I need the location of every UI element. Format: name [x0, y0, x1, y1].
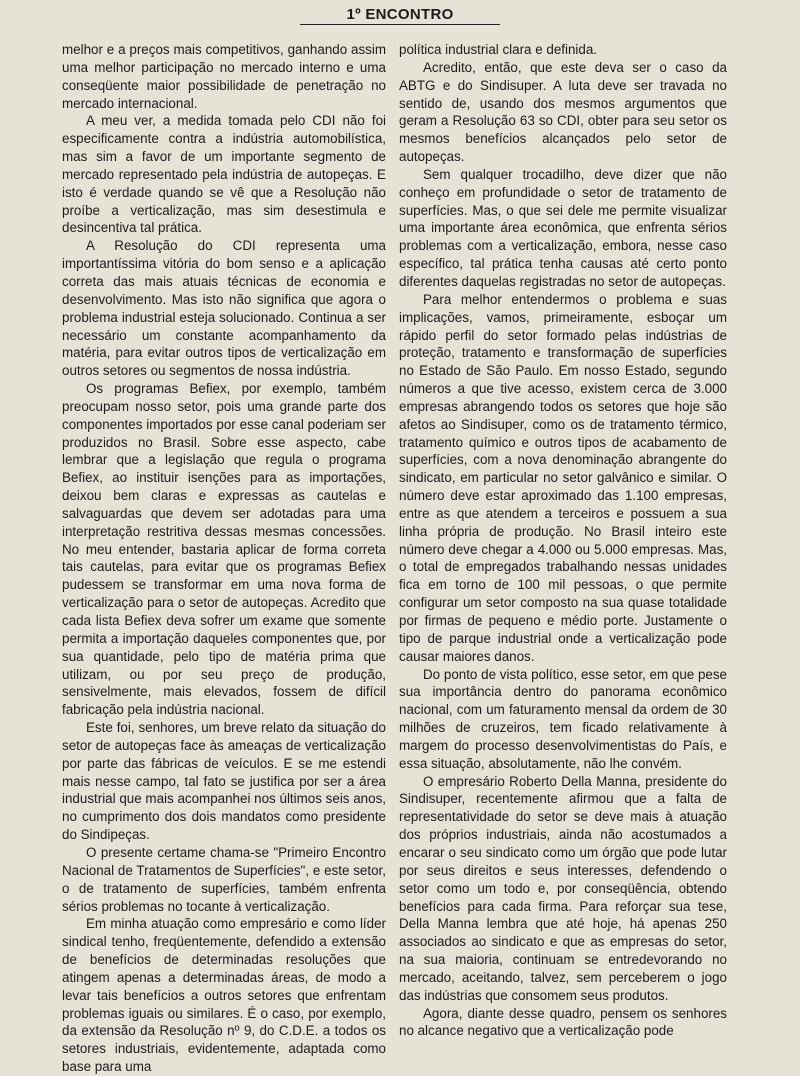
paragraph: melhor e a preços mais competitivos, ganhando assim uma melhor participação no mercado interno e uma conseqüente maior possibilidade de penetração no mercado internacional.	[62, 42, 386, 111]
paragraph: Este foi, senhores, um breve relato da situação do setor de autopeças face às ameaças de verticalização por parte das fábricas de veículos. E se me estendi mais nesse campo, tal fato se justifica por ser a área industrial que mais acompanhei nos últimos seis anos, no cumprimento dos dois mandatos como presidente do Sindipeças.	[62, 720, 386, 843]
page-header	[0, 6, 800, 25]
paragraph: Para melhor entendermos o problema e suas implicações, vamos, primeiramente, esboçar um rápido perfil do setor formado pelas indústrias de proteção, tratamento e transformação de superfícies no Estado de São Paulo. Em nosso Estado, segundo números a que tive acesso, existem cerca de 3.000 empresas abrangendo todos os setores que hoje são afetos ao Sindisuper, como os de tratamento térmico, tratamento químico e outros tipos de acabamento de superfícies, com a nova denominação abrangente do sindicato, em particular no setor galvânico e similar. O número deve estar aproximado das 1.100 empresas, entre as que atendem a terceiros e possuem a sua linha própria de produção. No Brasil inteiro este número deve chegar a 4.000 ou 5.000 empresas. Mas, o total de empregados trabalhando nessas unidades fica em torno de 100 mil pessoas, o que permite configurar um setor composto na sua quase totalidade por firmas de pequeno e médio porte. Justamente o tipo de parque industrial onde a verticalização pode causar maiores danos.	[399, 291, 727, 664]
paragraph: O empresário Roberto Della Manna, presidente do Sindisuper, recentemente afirmou que a falta de representatividade do setor se deve mais à atuação dos próprios industriais, ainda não acostumados a encarar o seu sindicato como um órgão que pode lutar por seus direitos e seus interesses, defendendo o setor como um todo e, por conseqüência, obtendo benefícios para cada firma. Para reforçar sua tese, Della Manna lembra que até hoje, há apenas 250 associados ao sindicato e que as empresas do setor, na sua maioria, continuam se entredevorando no mercado, aceitando, talvez, sem perceberem o jogo das indústrias que consomem seus produtos.	[399, 773, 727, 1003]
paragraph: Do ponto de vista político, esse setor, em que pese sua importância dentro do panorama econômico nacional, com um faturamento mensal da ordem de 30 milhões de cruzeiros, tem ficado relativamente à margem do processo desenvolvimentistas do País, e essa situação, absolutamente, não lhe convém.	[399, 666, 727, 771]
left-column	[62, 41, 386, 1076]
right-column	[399, 41, 727, 1040]
paragraph: Agora, diante desse quadro, pensem os senhores no alcance negativo que a verticalização pode	[399, 1005, 727, 1039]
paragraph: A Resolução do CDI representa uma importantíssima vitória do bom senso e a aplicação correta das mais atuais técnicas de economia e desenvolvimento. Mas isto não significa que agora o problema industrial esteja solucionado. Continua a ser necessário um constante acompanhamento da matéria, para evitar outros tipos de verticalização em outros setores ou segmentos de nossa indústria.	[62, 238, 386, 379]
paragraph: política industrial clara e definida.	[399, 42, 597, 57]
paragraph: O presente certame chama-se "Primeiro Encontro Nacional de Tratamentos de Superfícies", e este setor, o de tratamento de superfícies, também enfrenta sérios problemas no tocante à verticalização.	[62, 844, 386, 914]
page-title: 1º ENCONTRO	[300, 6, 499, 25]
paragraph: Acredito, então, que este deva ser o caso da ABTG e do Sindisuper. A luta deve ser travada no sentido de, usando dos mesmos argumentos que geram a Resolução 63 so CDI, obter para seu setor os mesmos benefícios alcançados pelo setor de autopeças.	[399, 59, 727, 165]
paragraph: Em minha atuação como empresário e como líder sindical tenho, freqüentemente, defendido a extensão de benefícios de determinadas resoluções que atingem apenas a determinadas áreas, de modo a levar tais benefícios a outros setores que enfrentam problemas iguais ou similares. É o caso, por exemplo, da extensão da Resolução nº 9, do C.D.E. a todos os setores industriais, evidentemente, adaptada como base para uma	[62, 916, 386, 1075]
paragraph: Sem qualquer trocadilho, deve dizer que não conheço em profundidade o setor de tratamento de superfícies. Mas, o que sei dele me permite visualizar uma importante área econômica, que enfrenta sérios problemas com a verticalização, embora, nesse caso específico, tal prática tenha causas até certo ponto diferentes daquelas registradas no setor de autopeças.	[399, 166, 727, 289]
paragraph: A meu ver, a medida tomada pelo CDI não foi especificamente contra a indústria automobilística, mas sim a favor de um importante segmento de mercado representado pela indústria de autopeças. E isto é verdade quando se vê que a Resolução não proíbe a verticalização, mas sim desestimula e desincentiva tal prática.	[62, 113, 386, 236]
paragraph: Os programas Befiex, por exemplo, também preocupam nosso setor, pois uma grande parte dos componentes importados por esse canal poderiam ser produzidos no Brasil. Sobre esse aspecto, cabe lembrar que a legislação que regula o programa Befiex, ao instituir isenções para as importações, deixou bem claras e expressas as cautelas e salvaguardas que devem ser adotadas para uma interpretação restritiva dessas mesmas concessões. No meu entender, bastaria aplicar de forma correta tais cautelas, para evitar que os programas Befiex pudessem se transformar em uma nova forma de verticalização para o setor de autopeças. Acredito que cada lista Befiex deva sofrer um exame que somente permita a importação daqueles componentes que, por sua quantidade, pelo tipo de matéria prima que utilizam, ou por seu preço de produção, sensivelmente, mais elevados, fossem de difícil fabricação pela indústria nacional.	[62, 381, 386, 718]
